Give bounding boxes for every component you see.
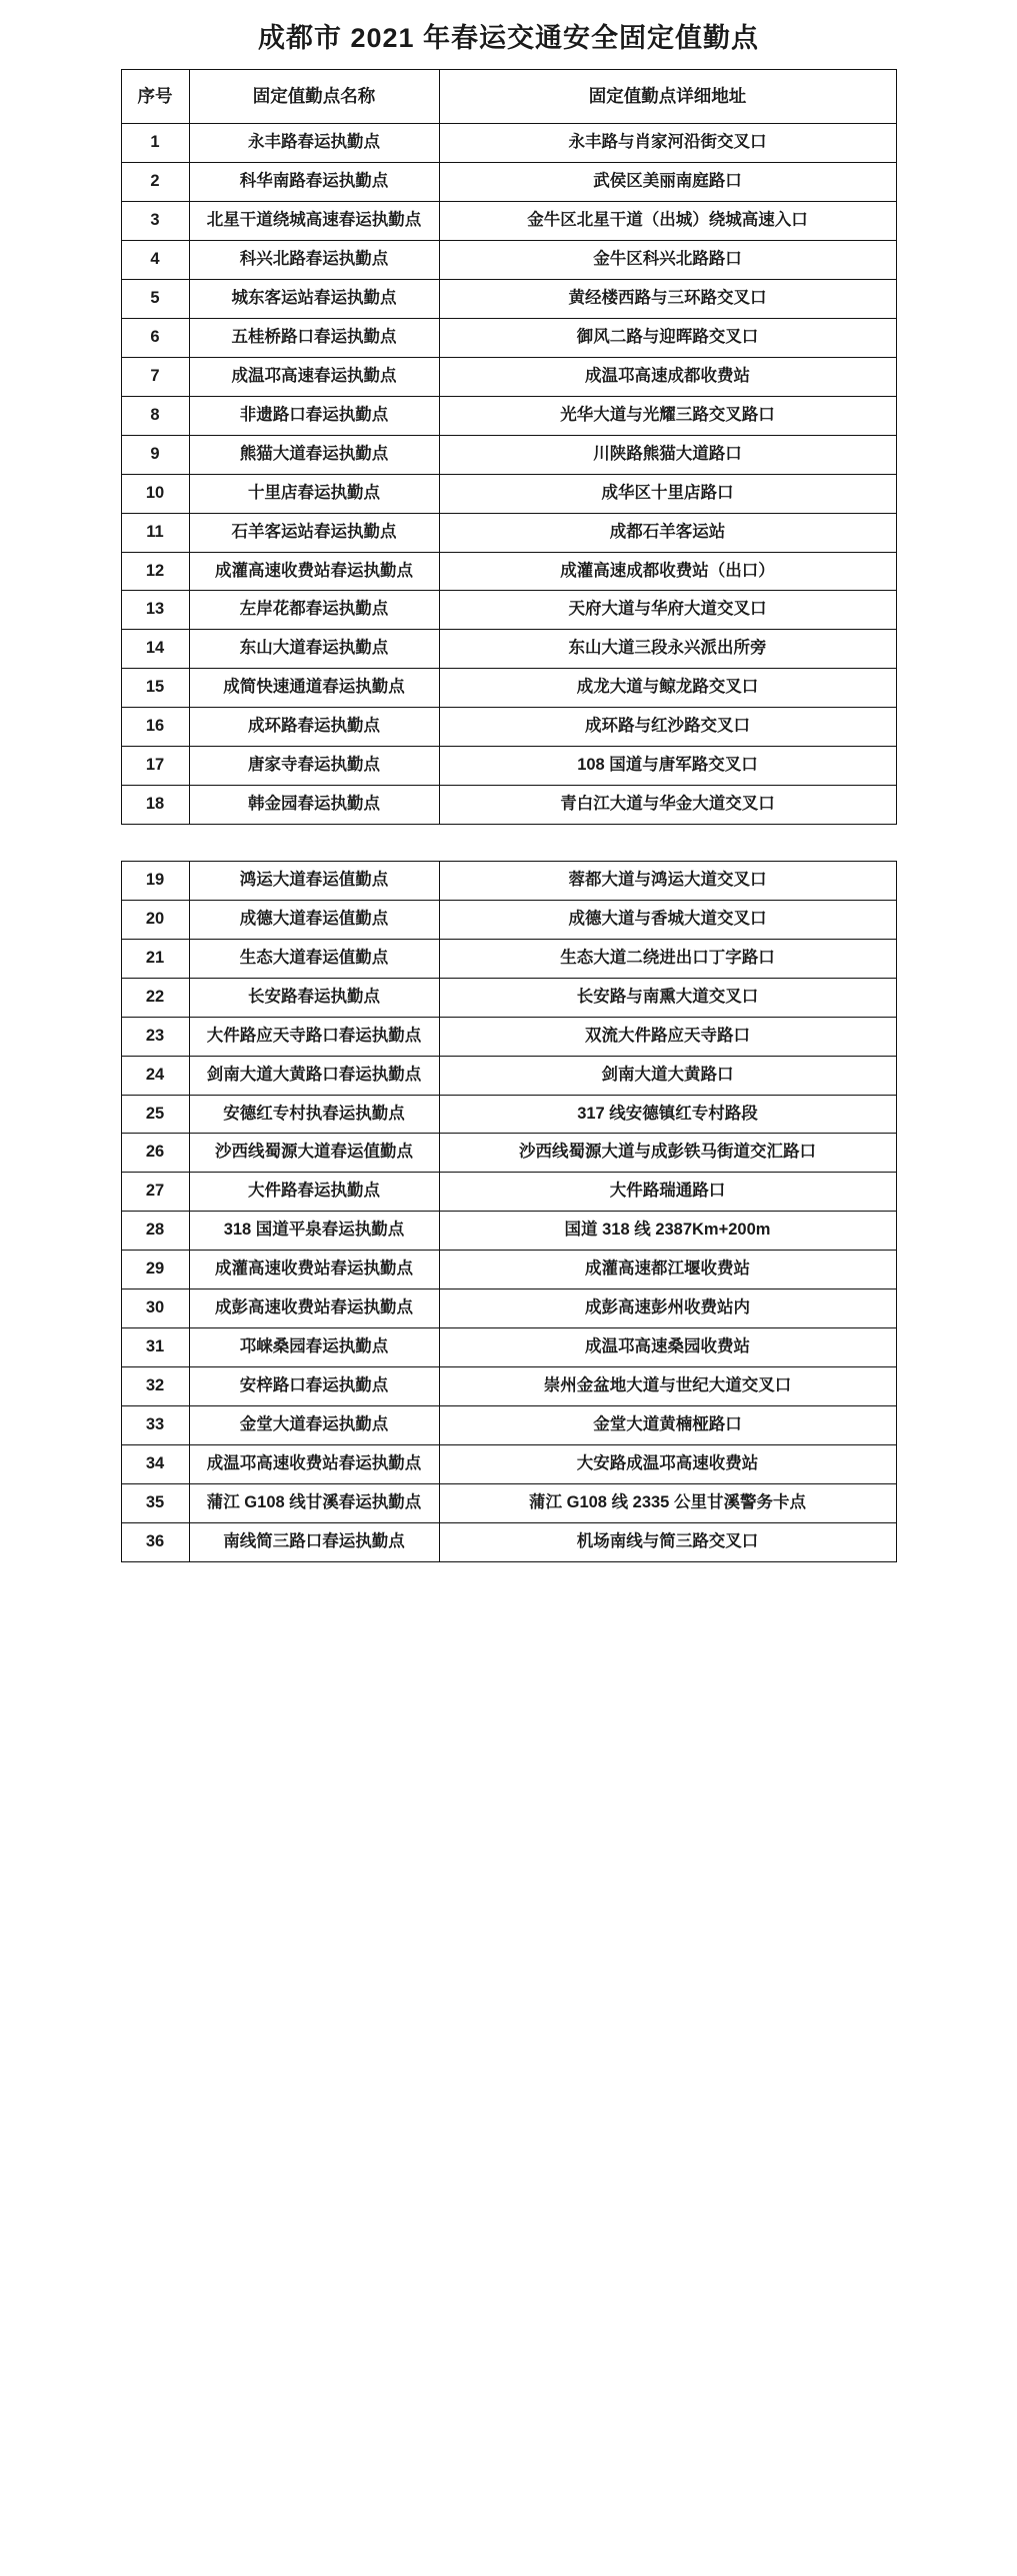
cell-duty-point-name: 科兴北路春运执勤点 — [189, 241, 439, 280]
cell-duty-point-name: 成简快速通道春运执勤点 — [189, 669, 439, 708]
table-row — [121, 1134, 896, 1173]
table-row — [121, 396, 896, 435]
table-header-row — [121, 70, 896, 124]
table-header — [121, 70, 896, 124]
table-row — [121, 202, 896, 241]
table-row — [121, 708, 896, 747]
cell-duty-point-address: 武侯区美丽南庭路口 — [439, 163, 896, 202]
cell-duty-point-name: 沙西线蜀源大道春运值勤点 — [189, 1134, 439, 1173]
cell-duty-point-name: 北星干道绕城高速春运执勤点 — [189, 202, 439, 241]
cell-index: 25 — [121, 1095, 189, 1134]
column-header-name: 固定值勤点名称 — [189, 70, 439, 124]
cell-index: 32 — [121, 1366, 189, 1405]
cell-duty-point-name: 东山大道春运执勤点 — [189, 630, 439, 669]
table-row — [121, 786, 896, 825]
cell-index: 12 — [121, 552, 189, 591]
table-row — [121, 939, 896, 978]
cell-duty-point-address: 双流大件路应天寺路口 — [439, 1017, 896, 1056]
cell-duty-point-address: 蒲江 G108 线 2335 公里甘溪警务卡点 — [439, 1483, 896, 1522]
table-row — [121, 1017, 896, 1056]
table-block-separator — [0, 825, 1017, 861]
table-row — [121, 1056, 896, 1095]
table-row — [121, 861, 896, 900]
cell-index: 29 — [121, 1251, 189, 1289]
cell-index: 23 — [121, 1017, 189, 1056]
cell-duty-point-name: 非遗路口春运执勤点 — [189, 396, 439, 435]
table-row — [121, 1444, 896, 1483]
cell-index: 35 — [121, 1483, 189, 1522]
table-row — [121, 1095, 896, 1134]
table-row — [121, 1522, 896, 1561]
cell-duty-point-address: 剑南大道大黄路口 — [439, 1056, 896, 1095]
cell-duty-point-name: 长安路春运执勤点 — [189, 978, 439, 1017]
cell-index: 20 — [121, 900, 189, 939]
column-header-index: 序号 — [121, 70, 189, 124]
cell-duty-point-name: 安德红专村执春运执勤点 — [189, 1095, 439, 1134]
cell-duty-point-address: 长安路与南熏大道交叉口 — [439, 978, 896, 1017]
table-row — [121, 1328, 896, 1367]
cell-index: 28 — [121, 1212, 189, 1251]
cell-duty-point-name: 韩金园春运执勤点 — [189, 786, 439, 825]
cell-duty-point-name: 安梓路口春运执勤点 — [189, 1366, 439, 1405]
cell-duty-point-address: 成都石羊客运站 — [439, 513, 896, 552]
duty-table-block-2 — [121, 861, 897, 1562]
cell-duty-point-address: 黄经楼西路与三环路交叉口 — [439, 280, 896, 319]
cell-duty-point-address: 沙西线蜀源大道与成彭铁马街道交汇路口 — [439, 1134, 896, 1173]
cell-index: 7 — [121, 357, 189, 396]
cell-duty-point-address: 成灌高速都江堰收费站 — [439, 1251, 896, 1289]
table-row — [121, 1251, 896, 1289]
table-row — [121, 357, 896, 396]
cell-index: 30 — [121, 1289, 189, 1328]
cell-duty-point-name: 十里店春运执勤点 — [189, 474, 439, 513]
cell-duty-point-address: 成温邛高速成都收费站 — [439, 357, 896, 396]
cell-duty-point-name: 成彭高速收费站春运执勤点 — [189, 1289, 439, 1328]
table-row — [121, 978, 896, 1017]
document-page — [0, 16, 1017, 1572]
cell-duty-point-address: 东山大道三段永兴派出所旁 — [439, 630, 896, 669]
cell-duty-point-name: 鸿运大道春运值勤点 — [189, 861, 439, 900]
table-row — [121, 1483, 896, 1522]
table-row — [121, 747, 896, 786]
cell-duty-point-name: 熊猫大道春运执勤点 — [189, 435, 439, 474]
cell-index: 13 — [121, 591, 189, 630]
duty-table-block-1 — [121, 69, 897, 825]
cell-index: 14 — [121, 630, 189, 669]
cell-duty-point-address: 金堂大道黄楠桠路口 — [439, 1405, 896, 1444]
cell-index: 3 — [121, 202, 189, 241]
table-row — [121, 513, 896, 552]
cell-index: 2 — [121, 163, 189, 202]
table-row — [121, 552, 896, 591]
table-row — [121, 900, 896, 939]
cell-index: 18 — [121, 786, 189, 825]
table-row — [121, 630, 896, 669]
cell-duty-point-address: 成德大道与香城大道交叉口 — [439, 900, 896, 939]
table-row — [121, 241, 896, 280]
cell-duty-point-address: 生态大道二绕进出口丁字路口 — [439, 939, 896, 978]
cell-duty-point-address: 金牛区科兴北路路口 — [439, 241, 896, 280]
cell-index: 16 — [121, 708, 189, 747]
cell-index: 21 — [121, 939, 189, 978]
table-row — [121, 163, 896, 202]
cell-duty-point-name: 剑南大道大黄路口春运执勤点 — [189, 1056, 439, 1095]
cell-index: 1 — [121, 124, 189, 163]
table-row — [121, 435, 896, 474]
table-row — [121, 1405, 896, 1444]
cell-duty-point-name: 左岸花都春运执勤点 — [189, 591, 439, 630]
cell-duty-point-address: 大安路成温邛高速收费站 — [439, 1444, 896, 1483]
table-row — [121, 280, 896, 319]
cell-duty-point-address: 国道 318 线 2387Km+200m — [439, 1212, 896, 1251]
cell-duty-point-name: 唐家寺春运执勤点 — [189, 747, 439, 786]
cell-duty-point-name: 成温邛高速收费站春运执勤点 — [189, 1444, 439, 1483]
cell-index: 6 — [121, 318, 189, 357]
cell-duty-point-address: 成华区十里店路口 — [439, 474, 896, 513]
cell-duty-point-name: 永丰路春运执勤点 — [189, 124, 439, 163]
cell-index: 9 — [121, 435, 189, 474]
table-row — [121, 1173, 896, 1212]
cell-index: 26 — [121, 1134, 189, 1173]
cell-duty-point-address: 108 国道与唐军路交叉口 — [439, 747, 896, 786]
cell-index: 5 — [121, 280, 189, 319]
cell-duty-point-address: 川陕路熊猫大道路口 — [439, 435, 896, 474]
duty-table-block-2-wrap — [0, 861, 1017, 1562]
table-row — [121, 318, 896, 357]
table-row — [121, 591, 896, 630]
table-row — [121, 669, 896, 708]
duty-table-block-1-wrap — [0, 69, 1017, 825]
cell-duty-point-address: 成温邛高速桑园收费站 — [439, 1328, 896, 1367]
cell-index: 10 — [121, 474, 189, 513]
cell-index: 4 — [121, 241, 189, 280]
cell-duty-point-address: 崇州金盆地大道与世纪大道交叉口 — [439, 1366, 896, 1405]
cell-duty-point-address: 金牛区北星干道（出城）绕城高速入口 — [439, 202, 896, 241]
cell-duty-point-name: 成灌高速收费站春运执勤点 — [189, 1251, 439, 1289]
cell-duty-point-name: 蒲江 G108 线甘溪春运执勤点 — [189, 1483, 439, 1522]
cell-duty-point-address: 青白江大道与华金大道交叉口 — [439, 786, 896, 825]
cell-index: 27 — [121, 1173, 189, 1212]
cell-index: 24 — [121, 1056, 189, 1095]
cell-index: 11 — [121, 513, 189, 552]
cell-duty-point-name: 南线简三路口春运执勤点 — [189, 1522, 439, 1561]
cell-duty-point-address: 317 线安德镇红专村路段 — [439, 1095, 896, 1134]
cell-duty-point-address: 机场南线与简三路交叉口 — [439, 1522, 896, 1561]
cell-index: 22 — [121, 978, 189, 1017]
cell-index: 34 — [121, 1444, 189, 1483]
cell-index: 19 — [121, 861, 189, 900]
cell-index: 33 — [121, 1405, 189, 1444]
cell-duty-point-address: 大件路瑞通路口 — [439, 1173, 896, 1212]
table-body-block-2 — [121, 861, 896, 1561]
page-bottom-space — [0, 1562, 1017, 1572]
table-row — [121, 124, 896, 163]
table-row — [121, 1289, 896, 1328]
cell-duty-point-name: 科华南路春运执勤点 — [189, 163, 439, 202]
cell-duty-point-name: 318 国道平泉春运执勤点 — [189, 1212, 439, 1251]
cell-duty-point-address: 成环路与红沙路交叉口 — [439, 708, 896, 747]
table-row — [121, 474, 896, 513]
cell-duty-point-name: 五桂桥路口春运执勤点 — [189, 318, 439, 357]
cell-index: 8 — [121, 396, 189, 435]
cell-duty-point-name: 成环路春运执勤点 — [189, 708, 439, 747]
cell-duty-point-name: 大件路应天寺路口春运执勤点 — [189, 1017, 439, 1056]
cell-duty-point-name: 成温邛高速春运执勤点 — [189, 357, 439, 396]
cell-duty-point-name: 石羊客运站春运执勤点 — [189, 513, 439, 552]
page-title: 成都市 2021 年春运交通安全固定值勤点 — [257, 23, 760, 53]
column-header-address: 固定值勤点详细地址 — [439, 70, 896, 124]
cell-duty-point-name: 邛崃桑园春运执勤点 — [189, 1328, 439, 1367]
cell-duty-point-name: 生态大道春运值勤点 — [189, 939, 439, 978]
cell-duty-point-address: 成彭高速彭州收费站内 — [439, 1289, 896, 1328]
cell-index: 17 — [121, 747, 189, 786]
cell-duty-point-address: 御风二路与迎晖路交叉口 — [439, 318, 896, 357]
cell-duty-point-address: 蓉都大道与鸿运大道交叉口 — [439, 861, 896, 900]
cell-duty-point-name: 成德大道春运值勤点 — [189, 900, 439, 939]
cell-duty-point-name: 大件路春运执勤点 — [189, 1173, 439, 1212]
cell-duty-point-address: 天府大道与华府大道交叉口 — [439, 591, 896, 630]
cell-duty-point-address: 成龙大道与鲸龙路交叉口 — [439, 669, 896, 708]
cell-duty-point-address: 永丰路与肖家河沿街交叉口 — [439, 124, 896, 163]
table-row — [121, 1212, 896, 1251]
cell-index: 31 — [121, 1328, 189, 1367]
table-body-block-1 — [121, 124, 896, 825]
cell-duty-point-address: 成灌高速成都收费站（出口） — [439, 552, 896, 591]
cell-duty-point-name: 成灌高速收费站春运执勤点 — [189, 552, 439, 591]
cell-index: 36 — [121, 1522, 189, 1561]
cell-duty-point-address: 光华大道与光耀三路交叉路口 — [439, 396, 896, 435]
table-row — [121, 1366, 896, 1405]
cell-index: 15 — [121, 669, 189, 708]
cell-duty-point-name: 金堂大道春运执勤点 — [189, 1405, 439, 1444]
cell-duty-point-name: 城东客运站春运执勤点 — [189, 280, 439, 319]
